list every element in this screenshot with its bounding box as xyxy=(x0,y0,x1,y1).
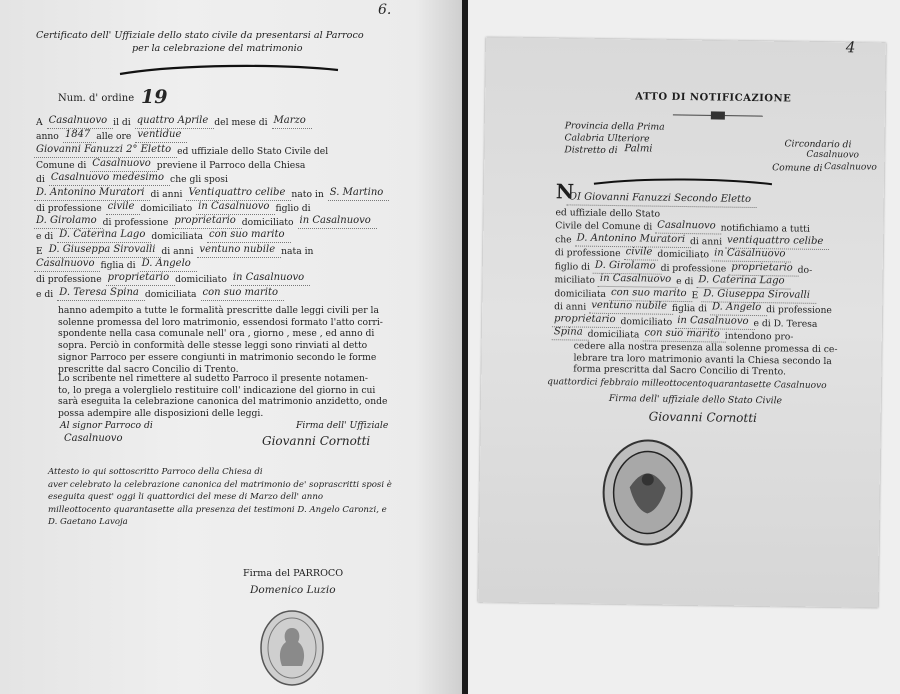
handwritten-entry: in Casalnuovo xyxy=(232,272,305,284)
handwritten-entry: D. Angelo xyxy=(141,258,191,269)
notification-title: ATTO DI NOTIFICAZIONE xyxy=(635,91,792,105)
handwritten-entry: D. Girolamo xyxy=(36,215,97,227)
handwritten-entry: D. Girolamo xyxy=(594,259,656,272)
text-line: hanno adempito a tutte le formalità prescritte dalle leggi civili per la xyxy=(58,305,379,316)
printed-text: di professione xyxy=(36,202,102,214)
text-line: spondente nella casa comunale nell' ora , giorno , mese , ed anno di xyxy=(58,328,375,340)
printed-text: di professione xyxy=(554,247,621,260)
handwritten-entry: proprietario xyxy=(553,312,616,325)
circondario-label: Circondario di xyxy=(784,138,852,151)
printed-text: domiciliato xyxy=(241,217,294,229)
printed-text: miciliato xyxy=(554,274,595,286)
fill-line xyxy=(201,300,284,301)
title-flourish xyxy=(120,62,340,80)
fill-line xyxy=(34,271,100,272)
handwritten-entry: Casalnuovo xyxy=(657,219,716,232)
printed-text: A xyxy=(36,117,43,128)
addressee-handwritten: Casalnuovo xyxy=(64,433,123,444)
printed-text: figlia di xyxy=(100,260,136,271)
text-line: cedere alla nostra presenza alla solenne promessa di ce- xyxy=(573,340,838,356)
printed-text: di professione xyxy=(102,217,169,229)
order-number-value: 19 xyxy=(141,86,168,108)
text-line: lebrare tra loro matrimonio avanti la Chiesa secondo la xyxy=(573,351,832,367)
handwritten-entry: ventuno nubile xyxy=(591,299,668,312)
notification-sheet xyxy=(478,37,886,608)
printed-text: figlia di xyxy=(671,302,708,315)
printed-text: e di xyxy=(676,275,694,288)
handwritten-entry: Marzo xyxy=(273,115,306,126)
handwritten-entry: D. Caterina Lago xyxy=(698,274,785,287)
notification-signature-label: Firma dell' uffiziale dello Stato Civile xyxy=(608,392,783,407)
handwritten-entry: D. Giuseppa Sirovalli xyxy=(48,243,156,255)
printed-text: notifichiamo a tutti xyxy=(720,222,810,235)
handwritten-entry: proprietario xyxy=(174,215,236,227)
printed-text: do- xyxy=(797,264,813,276)
parroco-signature: Domenico Luzio xyxy=(250,584,336,596)
handwritten-entry: con suo marito xyxy=(202,286,278,298)
printed-text: di professione xyxy=(766,304,832,317)
text-line: milleottocento quarantasette alla presenza dei testimoni D. Angelo Caronzi, e xyxy=(48,504,387,515)
handwritten-entry: OI Giovanni Fanuzzi Secondo Eletto xyxy=(568,191,752,205)
officer-signature: Giovanni Cornotti xyxy=(262,434,371,448)
printed-text: intendono pro- xyxy=(724,330,794,343)
text-line: D. Gaetano Lavoja xyxy=(48,517,128,527)
printed-text: domiciliato xyxy=(657,248,710,261)
printed-text: anno xyxy=(36,131,59,143)
text-line: prescritte dal sacro Concilio di Trento. xyxy=(58,363,239,375)
handwritten-entry: quattro Aprile xyxy=(136,115,209,126)
printed-text: di anni xyxy=(689,235,723,248)
printed-text: ed uffiziale dello Stato xyxy=(555,206,661,220)
certificate-title-line2: per la celebrazione del matrimonio xyxy=(132,43,303,54)
handwritten-entry: Casalnuovo xyxy=(92,157,151,169)
handwritten-entry: D. Teresa Spina xyxy=(59,286,139,298)
printed-text: di anni xyxy=(554,301,587,313)
fill-line xyxy=(328,200,390,201)
printed-text: del mese di xyxy=(214,117,268,128)
handwritten-entry: con suo marito xyxy=(611,286,687,299)
printed-text: domiciliata xyxy=(554,287,607,300)
fill-line xyxy=(272,128,312,129)
parroco-signature-label: Firma del PARROCO xyxy=(243,568,344,579)
province-label: Provincia della Prima xyxy=(564,120,665,133)
text-line: solenne promessa del loro matrimonio, essendosi formato l'atto corri- xyxy=(58,316,383,328)
notification-page xyxy=(468,0,900,694)
printed-text: che gli sposi xyxy=(170,174,228,186)
notification-signature: Giovanni Cornotti xyxy=(648,409,758,426)
text-line: aver celebrato la celebrazione canonica del matrimonio de' soprascritti sposi è xyxy=(48,479,392,490)
printed-text: E xyxy=(691,289,699,301)
page-number: 6. xyxy=(378,2,392,18)
printed-text: che xyxy=(555,233,572,245)
printed-text: di professione xyxy=(36,274,102,286)
text-line: signor Parroco per essere congiunti in matrimonio secondo le forme xyxy=(58,351,377,363)
handwritten-entry: Casalnuovo xyxy=(48,115,108,126)
handwritten-entry: in Casalnuovo xyxy=(198,200,270,212)
handwritten-entry: civile xyxy=(107,200,135,212)
officer-signature-label: Firma dell' Uffiziale xyxy=(296,420,389,431)
printed-text: domiciliata xyxy=(151,231,204,243)
printed-text: e di D. Teresa xyxy=(753,317,818,330)
text-line: sopra. Perciò in conformità delle stesse leggi sono rinviati al detto xyxy=(58,340,368,352)
printed-text: il di xyxy=(113,117,131,128)
handwritten-entry: in Casalnuovo xyxy=(714,247,786,260)
header-flourish xyxy=(594,175,774,192)
addressee-label: Al signor Parroco di xyxy=(60,420,153,431)
printed-text: domiciliato xyxy=(620,315,673,328)
handwritten-entry: Casalnuovo medesimo xyxy=(50,172,165,184)
printed-text: figlio di xyxy=(554,260,591,273)
fill-line xyxy=(57,300,145,301)
text-line: Attesto io qui sottoscritto Parroco della Chiesa di xyxy=(48,467,263,477)
district-label: Distretto di xyxy=(564,144,618,157)
handwritten-entry: con suo marito xyxy=(644,327,720,340)
handwritten-entry: con suo marito xyxy=(209,229,285,241)
text-line: Lo scribente nel rimettere al sudetto Parroco il presente notamen- xyxy=(58,373,368,384)
handwritten-entry: D. Giuseppa Sirovalli xyxy=(703,287,811,301)
handwritten-entry: proprietario xyxy=(731,261,793,274)
handwritten-entry: Giovanni Fanuzzi 2° Eletto xyxy=(36,143,172,155)
printed-text: domiciliato xyxy=(175,274,227,286)
handwritten-entry: D. Antonino Muratori xyxy=(576,232,686,245)
printed-text: di xyxy=(36,174,45,186)
text-line: sarà eseguita la celebrazione canonica del matrimonio anzidetto, onde xyxy=(58,396,388,408)
handwritten-entry: ventidue xyxy=(137,129,182,141)
order-number-label: Num. d' ordine xyxy=(58,93,135,104)
printed-text: domiciliata xyxy=(144,288,197,300)
printed-text: Civile del Comune di xyxy=(555,220,653,233)
province-line2: Calabria Ulteriore xyxy=(564,132,650,145)
circondario-handwritten: Casalnuovo xyxy=(806,149,860,161)
handwritten-entry: civile xyxy=(625,246,653,258)
handwritten-entry: D. Angelo xyxy=(711,301,762,314)
handwritten-entry: ventiquattro celibe xyxy=(727,234,824,247)
handwritten-entry: D. Antonino Muratori xyxy=(36,186,145,198)
fill-line xyxy=(106,214,141,215)
handwritten-entry: Spina xyxy=(553,326,583,338)
parish-seal-icon xyxy=(258,608,328,688)
printed-text: di anni xyxy=(161,245,194,257)
handwritten-entry: in Casalnuovo xyxy=(299,215,371,227)
civil-registry-seal-icon xyxy=(599,437,701,548)
printed-text: nato in xyxy=(291,188,324,200)
handwritten-entry: S. Martino xyxy=(329,186,384,198)
handwritten-entry: ventuno nubile xyxy=(199,243,276,255)
printed-text: N xyxy=(555,179,575,204)
printed-text: di anni xyxy=(150,188,183,200)
printed-text: e di xyxy=(36,288,54,300)
comune-handwritten: Casalnuovo xyxy=(824,161,877,173)
printed-text: di professione xyxy=(660,262,727,275)
handwritten-entry: proprietario xyxy=(107,272,170,284)
text-line: forma prescritta dal Sacro Concilio di Trento. xyxy=(573,363,786,378)
handwritten-entry: Ventiquattro celibe xyxy=(188,186,286,198)
text-line: possa adempire alle disposizioni delle leggi. xyxy=(58,408,264,420)
printed-text: nata in xyxy=(281,245,314,257)
printed-text: ed uffiziale dello Stato Civile del xyxy=(177,145,329,157)
printed-text: figlio di xyxy=(275,202,311,214)
fill-line xyxy=(298,228,377,229)
printed-text: domiciliata xyxy=(587,328,640,341)
handwritten-entry: Casalnuovo xyxy=(36,258,95,269)
text-line: to, lo prega a volerglielo restituire coll' indicazione del giorno in cui xyxy=(58,384,376,396)
printed-text: Comune di xyxy=(36,159,87,171)
fill-line xyxy=(197,257,281,258)
comune-label: Comune di xyxy=(772,162,823,174)
printed-text: alle ore xyxy=(96,131,132,143)
handwritten-entry: in Casalnuovo xyxy=(599,272,672,285)
handwritten-entry: in Casalnuovo xyxy=(677,314,749,327)
certificate-title-line1: Certificato dell' Uffiziale dello stato civile da presentarsi al Parroco xyxy=(36,30,364,41)
printed-text: previene il Parroco della Chiesa xyxy=(156,159,306,171)
printed-text: e di xyxy=(36,231,54,243)
title-ornament xyxy=(673,110,763,121)
handwritten-entry: 1847 xyxy=(64,129,91,141)
page-mark: 4 xyxy=(845,38,856,57)
district-handwritten: Palmi xyxy=(624,143,653,155)
text-line: eseguita quest' oggi li quattordici del mese di Marzo dell' anno xyxy=(48,492,324,502)
notification-date-handwritten: quattordici febbraio milleottocentoquarantasette Casalnuovo xyxy=(547,377,827,392)
printed-text: E xyxy=(36,245,43,257)
handwritten-entry: D. Caterina Lago xyxy=(59,229,146,241)
printed-text: domiciliato xyxy=(140,202,193,214)
